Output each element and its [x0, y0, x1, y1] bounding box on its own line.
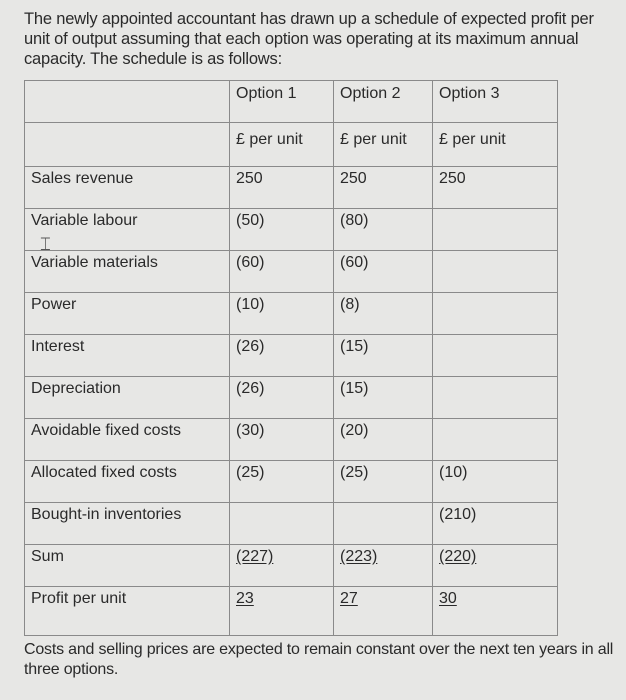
intro-paragraph: The newly appointed accountant has drawn up a schedule of expected profit per unit of output assuming that each option was operating at its maximum annual capacity. The schedule is as follows:: [24, 10, 594, 68]
units-empty-cell: [25, 123, 229, 166]
row-label: Variable labour: [31, 212, 138, 229]
row-label: Bought-in inventories: [31, 506, 182, 523]
row-value-option-3: (10): [432, 461, 558, 502]
row-value-option-2: (15): [333, 377, 432, 418]
row-label: Avoidable fixed costs: [31, 422, 182, 439]
row-value-option-1: (60): [229, 251, 333, 292]
text-cursor-icon: ⌶: [40, 234, 51, 255]
row-value-option-2: (15): [333, 335, 432, 376]
table-row-profit: [25, 587, 557, 635]
row-value-option-1: (50): [229, 209, 333, 250]
row-value-option-2: (20): [333, 419, 432, 460]
table-units-row: [25, 123, 557, 167]
row-value-option-2: (223): [333, 545, 432, 586]
table-row: [25, 335, 557, 377]
row-value-option-1: [229, 503, 333, 544]
row-value-option-2: 27: [333, 587, 432, 635]
row-value-option-1: (26): [229, 335, 333, 376]
header-option-1: Option 1: [229, 81, 333, 122]
row-value-option-3: [432, 251, 558, 292]
row-value-option-2: (8): [333, 293, 432, 334]
table-header-row: [25, 81, 557, 123]
row-value-option-1: (25): [229, 461, 333, 502]
row-label: Sum: [31, 548, 64, 565]
row-value-option-3: [432, 419, 558, 460]
row-value-option-3: [432, 377, 558, 418]
row-label: Profit per unit: [31, 590, 127, 607]
table-row: [25, 419, 557, 461]
row-value-option-2: [333, 503, 432, 544]
table-row: [25, 377, 557, 419]
row-value-option-1: 250: [229, 167, 333, 208]
table-row-sum: [25, 545, 557, 587]
row-value-option-2: (60): [333, 251, 432, 292]
row-label: Allocated fixed costs: [31, 464, 177, 481]
row-value-option-1: (227): [229, 545, 333, 586]
row-value-option-2: (80): [333, 209, 432, 250]
row-value-option-3: [432, 209, 558, 250]
header-option-3: Option 3: [432, 81, 558, 122]
row-label: Sales revenue: [31, 170, 134, 187]
row-value-option-1: (10): [229, 293, 333, 334]
table-row: [25, 167, 557, 209]
row-value-option-3: (220): [432, 545, 558, 586]
units-option-2: £ per unit: [333, 123, 432, 166]
units-option-1: £ per unit: [229, 123, 333, 166]
outro-paragraph: Costs and selling prices are expected to remain constant over the next ten years in all three options.: [24, 641, 614, 678]
row-label: Variable materials: [31, 254, 158, 271]
row-value-option-3: (210): [432, 503, 558, 544]
row-label: Depreciation: [31, 380, 121, 397]
row-value-option-1: (30): [229, 419, 333, 460]
row-value-option-3: 30: [432, 587, 558, 635]
row-value-option-3: [432, 293, 558, 334]
table-row: [25, 503, 557, 545]
units-option-3: £ per unit: [432, 123, 558, 166]
row-value-option-1: (26): [229, 377, 333, 418]
header-empty-cell: [25, 81, 229, 122]
table-row: [25, 209, 557, 251]
row-value-option-3: [432, 335, 558, 376]
row-value-option-2: (25): [333, 461, 432, 502]
table-row: [25, 293, 557, 335]
table-row: [25, 461, 557, 503]
row-value-option-2: 250: [333, 167, 432, 208]
table-row: [25, 251, 557, 293]
row-label: Interest: [31, 338, 85, 355]
row-label: Power: [31, 296, 77, 313]
row-value-option-1: 23: [229, 587, 333, 635]
profit-schedule-table: [24, 80, 558, 636]
row-value-option-3: 250: [432, 167, 558, 208]
header-option-2: Option 2: [333, 81, 432, 122]
